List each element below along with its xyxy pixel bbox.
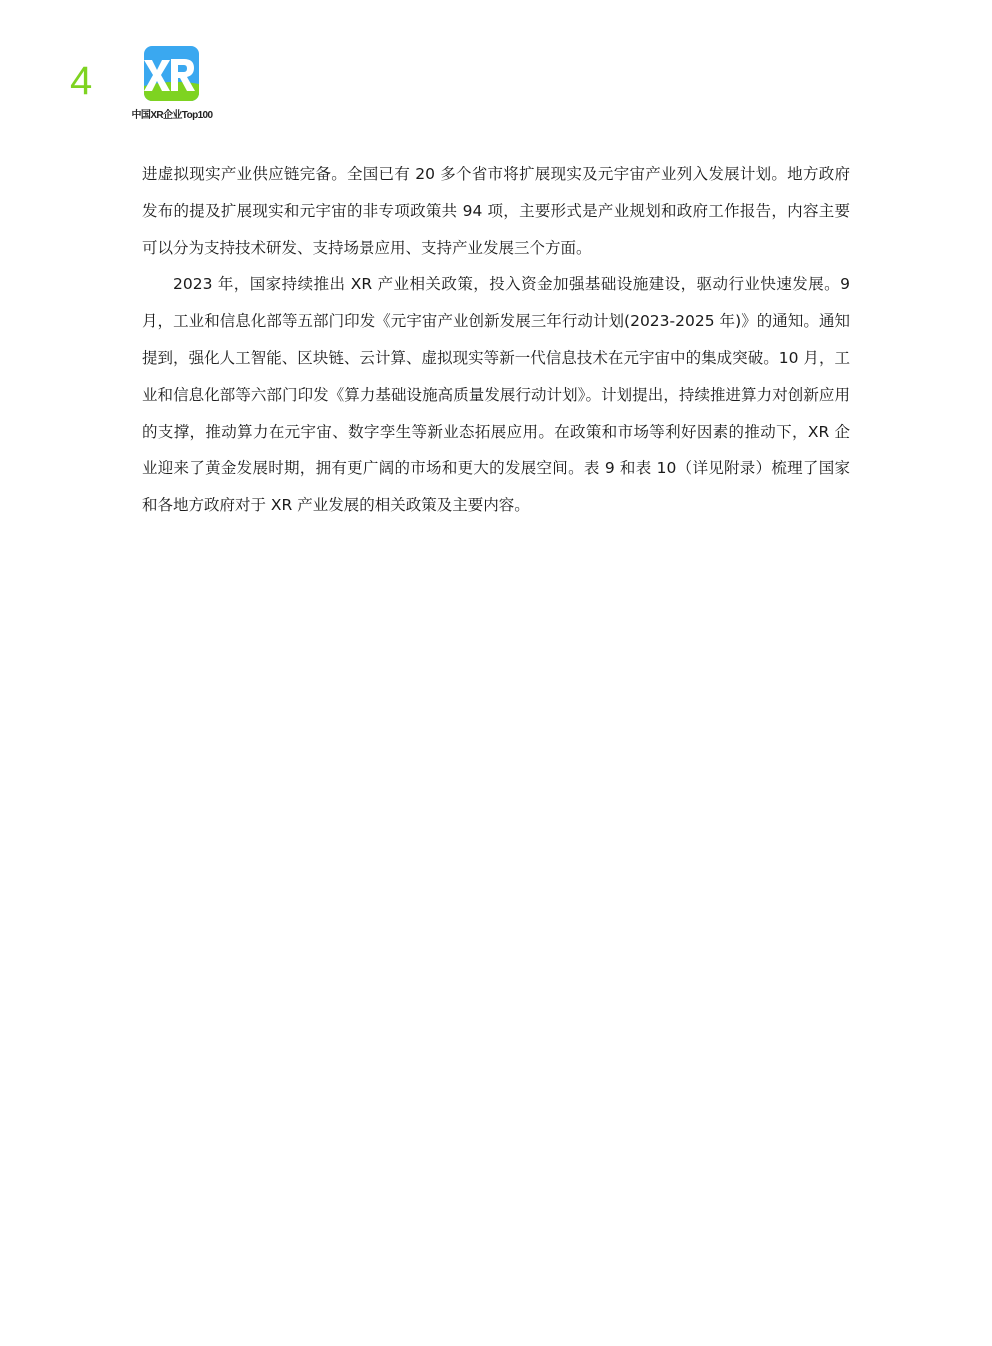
body-paragraph: 2023 年，国家持续推出 XR 产业相关政策，投入资金加强基础设施建设，驱动行业快速发展。9 月，工业和信息化部等五部门印发《元宇宙产业创新发展三年行动计划(2023-2025 年)》的通知。通知提到，强化人工智能、区块链、云计算、虚拟现实等新一代信息技术在元宇宙中的集成突破。10 月，工业和信息化部等六部门印发《算力基础设施高质量发展行动计划》。计划提出，持续推进算力对创新应用的支撑，推动算力在元宇宙、数字孪生等新业态拓展应用。在政策和市场等利好因素的推动下，XR 企业迎来了黄金发展时期，拥有更广阔的市场和更大的发展空间。表 9 和表 10（详见附录）梳理了国家和各地方政府对于 XR 产业发展的相关政策及主要内容。 [142, 275, 850, 515]
page-number: 4 [70, 59, 93, 103]
xr-top100-logo [120, 44, 224, 120]
xr-logo-icon [144, 46, 199, 101]
logo-caption: 中国XR企业Top100 [131, 110, 213, 121]
body-paragraph: 进虚拟现实产业供应链完备。全国已有 20 多个省市将扩展现实及元宇宙产业列入发展计划。地方政府发布的提及扩展现实和元宇宙的非专项政策共 94 项，主要形式是产业规划和政府工作报告，内容主要可以分为支持技术研发、支持场景应用、支持产业发展三个方面。 [142, 165, 850, 257]
document-body [142, 156, 850, 524]
